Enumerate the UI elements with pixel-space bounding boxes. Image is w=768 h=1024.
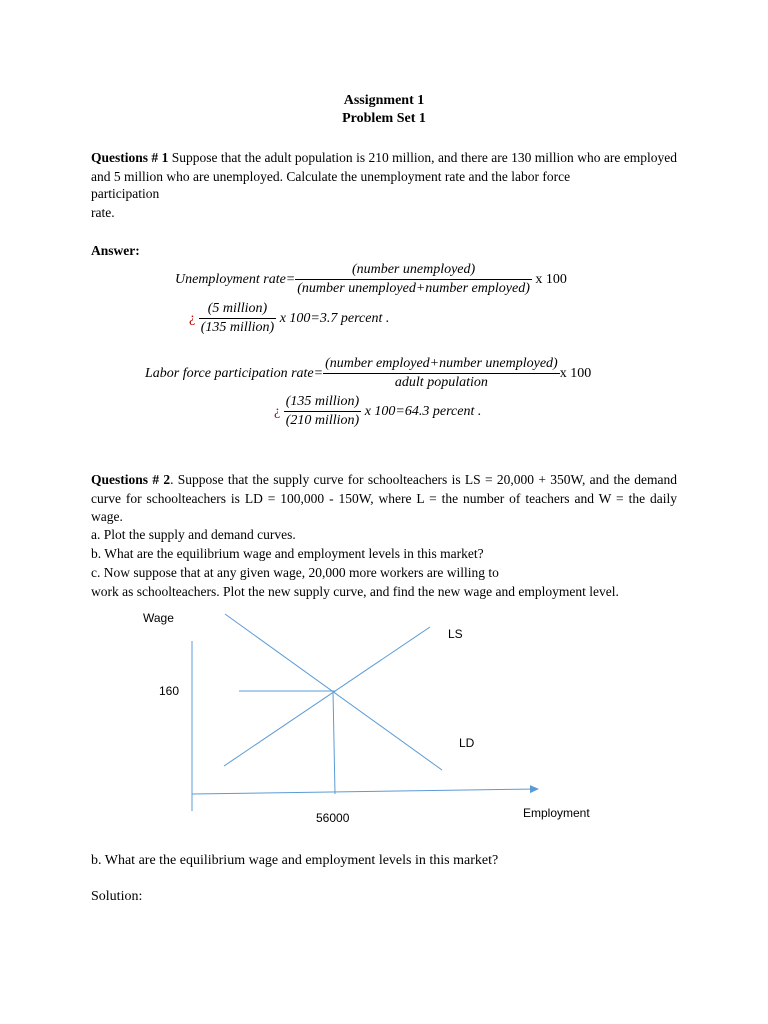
- assignment-title: Assignment 1: [343, 93, 425, 108]
- x-axis-label: Employment: [523, 806, 590, 820]
- eq3-numerator: (number employed+number unemployed): [323, 356, 560, 374]
- eq2-mark: ¿: [189, 310, 196, 326]
- eq1-denominator: (number unemployed+number employed): [297, 281, 530, 296]
- eq4-denominator: (210 million): [285, 413, 360, 428]
- x-axis: [192, 789, 538, 794]
- question-2b-repeat: b. What are the equilibrium wage and employment levels in this market?: [91, 853, 499, 868]
- equilibrium-employment-line: [333, 691, 335, 794]
- eq3-multiplier: x 100: [559, 365, 592, 381]
- question-2b: b. What are the equilibrium wage and employment levels in this market?: [91, 546, 484, 561]
- solution-label: Solution:: [91, 889, 143, 904]
- eq4-result: x 100=64.3 percent .: [364, 403, 482, 419]
- eq2-result: x 100=3.7 percent .: [279, 310, 390, 326]
- equilibrium-employment-label: 56000: [316, 811, 350, 825]
- question-2c-line1: c. Now suppose that at any given wage, 20,000 more workers are willing to: [91, 565, 499, 580]
- question-2-label: Questions # 2: [91, 472, 171, 487]
- demand-curve-label: LD: [459, 736, 475, 750]
- question-1-text-line3: rate.: [91, 205, 115, 220]
- eq4-mark: ¿: [274, 403, 281, 419]
- eq2-numerator: (5 million): [199, 301, 277, 319]
- question-2c-line2: work as schoolteachers. Plot the new supply curve, and find the new wage and employment level.: [91, 584, 619, 599]
- eq3-lhs: Labor force participation rate=: [145, 365, 324, 381]
- y-axis-label: Wage: [143, 611, 174, 625]
- question-1-text-line2: participation: [91, 186, 160, 201]
- equilibrium-wage-label: 160: [159, 684, 180, 698]
- supply-curve: [224, 627, 430, 766]
- question-1-label: Questions # 1: [91, 150, 169, 165]
- problem-set-title: Problem Set 1: [342, 111, 426, 126]
- eq1-multiplier: x 100: [535, 271, 567, 287]
- question-2a: a. Plot the supply and demand curves.: [91, 527, 296, 542]
- eq1-lhs: Unemployment rate=: [175, 271, 296, 287]
- question-2-text: . Suppose that the supply curve for schoolteachers is LS = 20,000 + 350W, and the demand curve for schoolteachers is LD = 100,000 - 150W, where L = the number of teachers and W = the daily wage.: [91, 472, 677, 525]
- supply-curve-label: LS: [448, 627, 463, 641]
- eq2-denominator: (135 million): [200, 320, 275, 335]
- question-1-text: Suppose that the adult population is 210 million, and there are 130 million who are employed and 5 million who are unemployed. Calculate the unemployment rate and the labor force: [91, 150, 678, 184]
- eq3-denominator: adult population: [394, 375, 488, 390]
- answer-label: Answer:: [91, 243, 140, 258]
- eq1-numerator: (number unemployed): [295, 262, 532, 280]
- eq4-numerator: (135 million): [284, 394, 362, 412]
